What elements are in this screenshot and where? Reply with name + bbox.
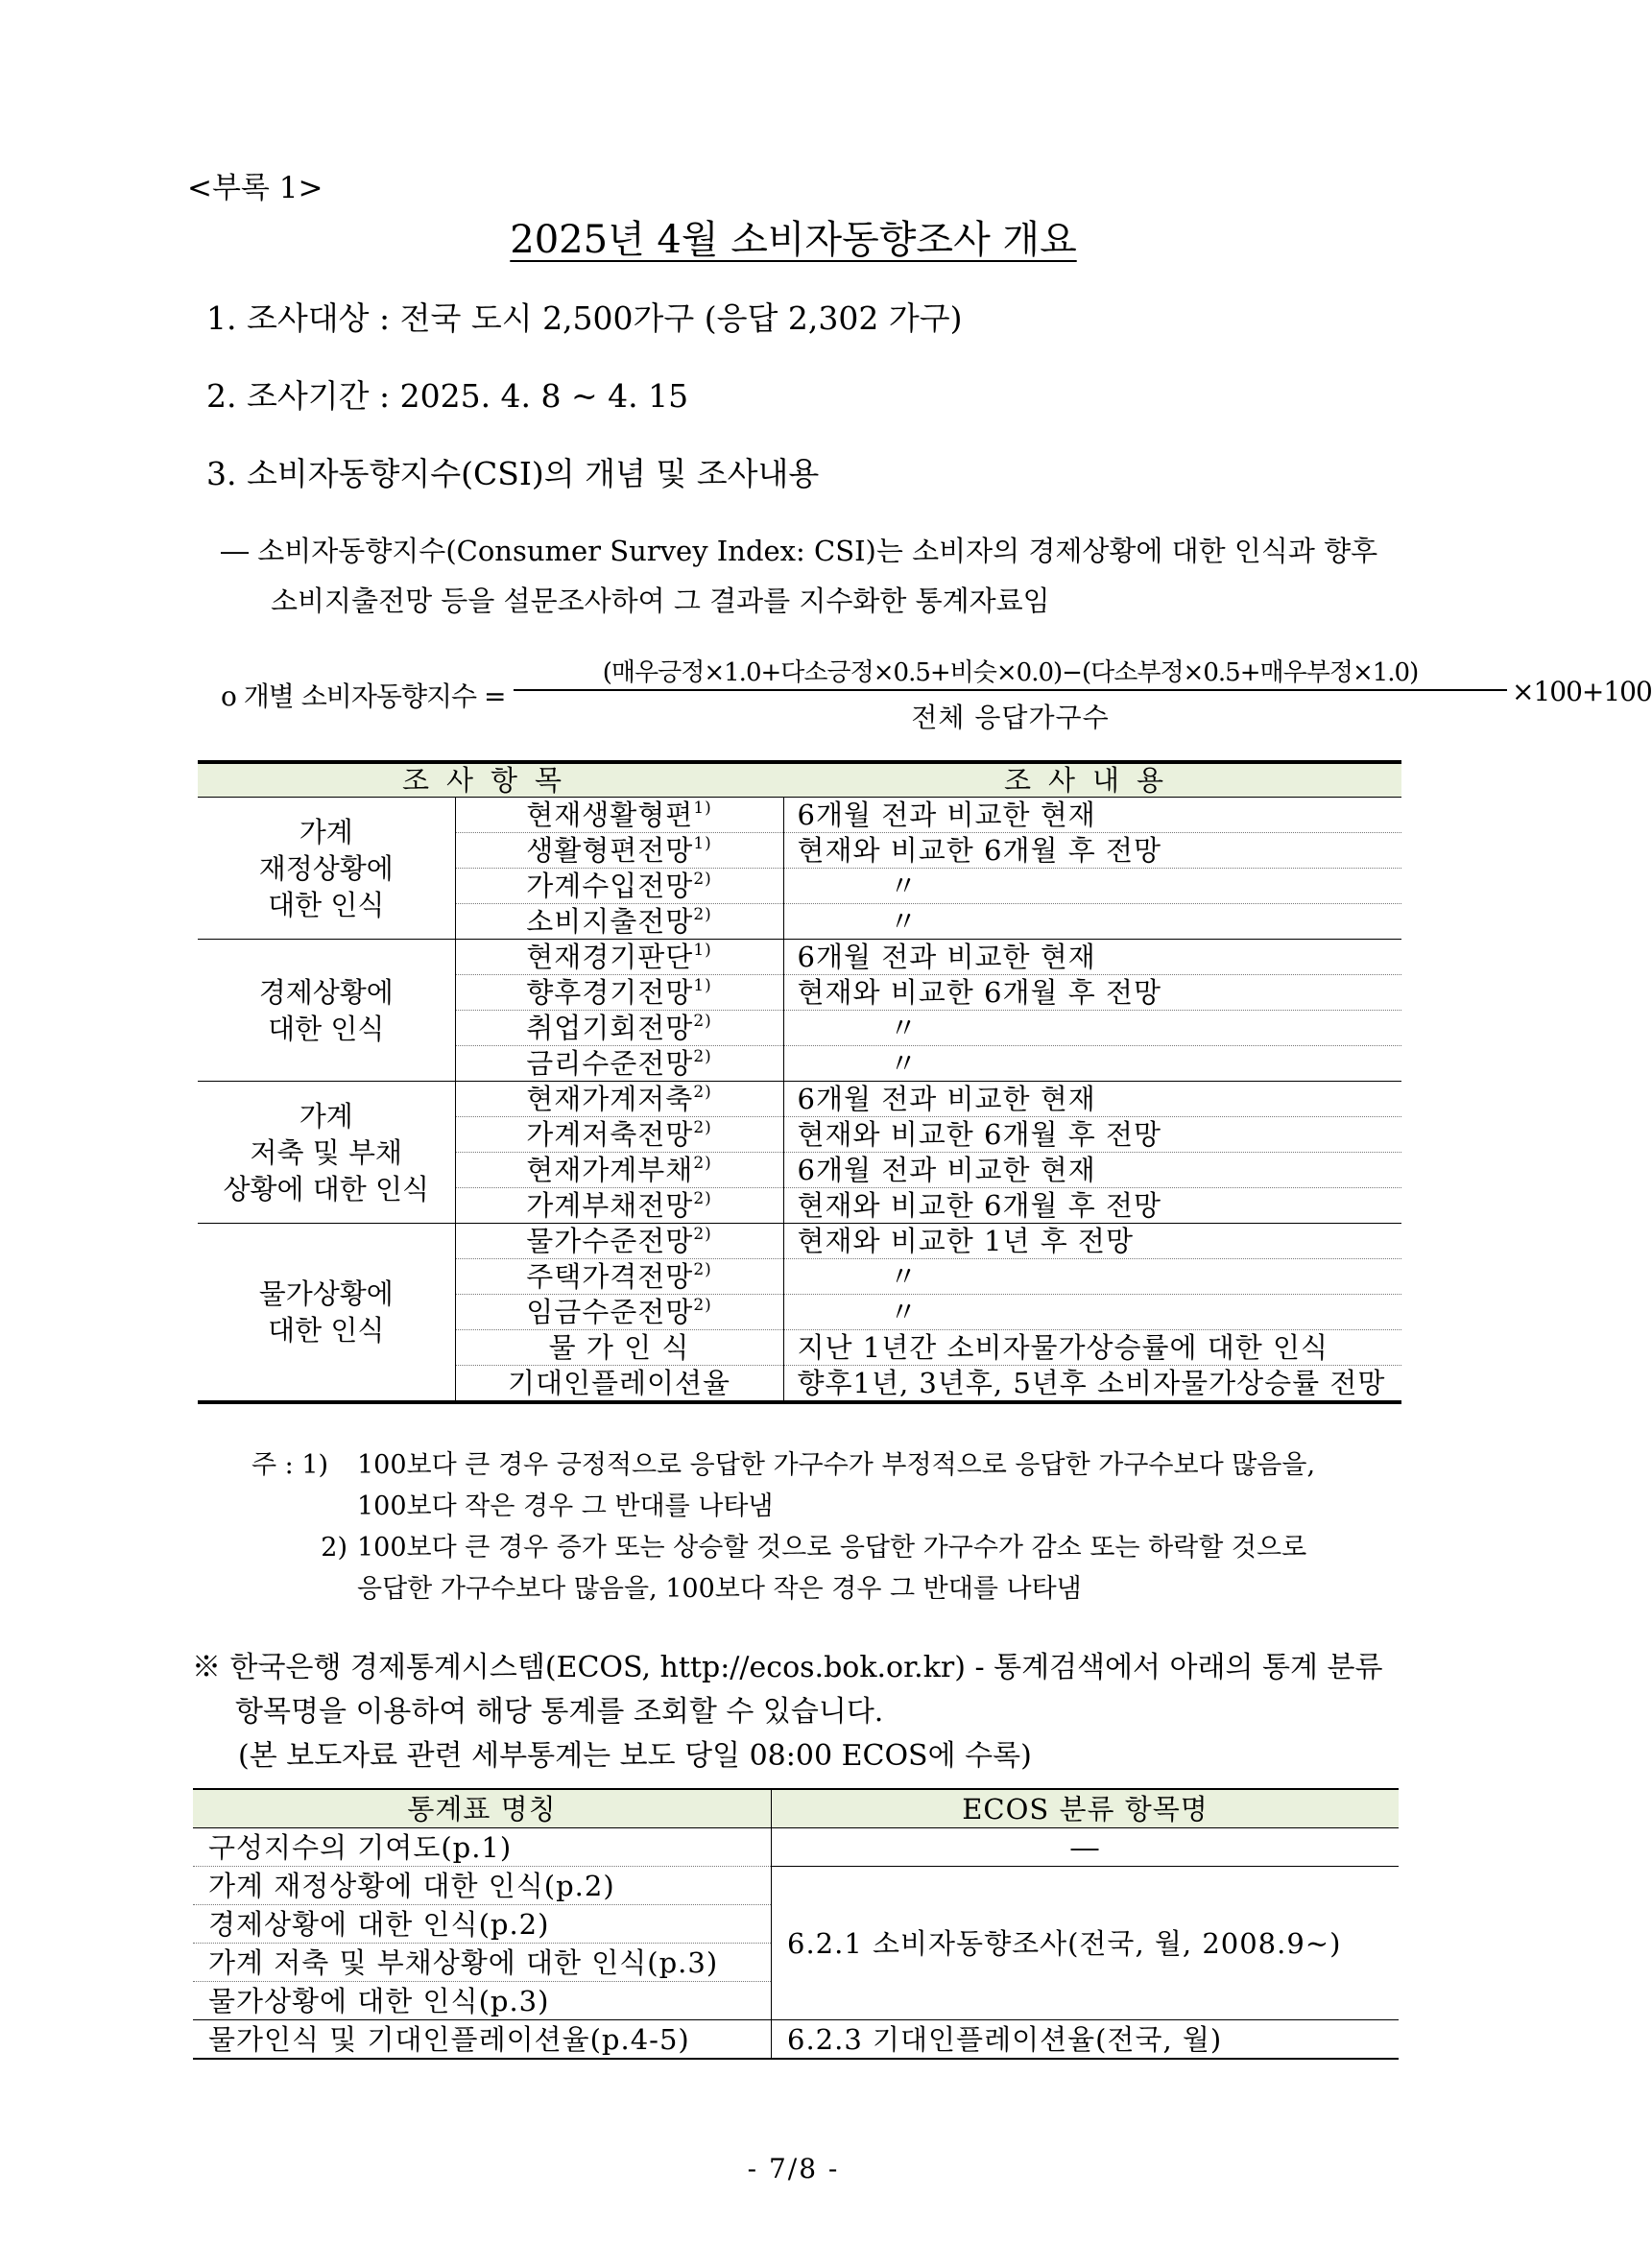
survey-content-cell: 〃 [783,1046,1401,1082]
survey-item-name: 현재가계부채 [526,1154,694,1186]
item-survey-target: 1. 조사대상 : 전국 도시 2,500가구 (응답 2,302 가구) [206,299,963,337]
survey-item-cell [455,1295,783,1330]
survey-item-cell [455,1259,783,1295]
survey-item-name: 물 가 인 식 [548,1331,690,1364]
ecos-name-cell: 6.2.3 기대인플레이션율(전국, 월) [772,2020,1400,2060]
header-survey-content: 조사내용 [783,762,1401,798]
footnote-ref: 2) [693,1083,712,1102]
footnote-ref: 2) [693,870,712,889]
page-number: - 7/8 - [747,2153,840,2184]
ecos-notice-line-3: (본 보도자료 관련 세부통계는 보도 당일 08:00 ECOS에 수록) [238,1739,1032,1773]
survey-content-cell: 현재와 비교한 1년 후 전망 [783,1224,1401,1259]
footnote-ref: 1) [693,941,712,960]
footnote-ref: 1) [693,834,712,853]
category-line: 재정상황에 [258,851,394,885]
category-cell [198,1224,455,1403]
table-header-row [198,762,1401,798]
footnote-2-prefix: 2) [321,1533,347,1563]
ecos-notice-line-2: 항목명을 이용하여 해당 통계를 조회할 수 있습니다. [235,1695,884,1729]
table-row [193,1828,1399,1867]
survey-item-cell [455,1330,783,1366]
survey-item-cell [455,1011,783,1046]
category-line: 대한 인식 [268,888,385,921]
category-line: 대한 인식 [268,1012,385,1045]
footnote-2-line-1: 100보다 큰 경우 증가 또는 상승할 것으로 응답한 가구수가 감소 또는 하락할 것으로 [357,1533,1307,1563]
footnote-ref: 1) [693,976,712,995]
survey-item-cell [455,869,783,904]
header-survey-item: 조사항목 [198,762,783,798]
survey-item-cell [455,1117,783,1153]
table-name-cell: 물가상황에 대한 인식(p.3) [193,1982,772,2020]
footnote-ref: 2) [693,1154,712,1173]
footnote-ref: 2) [693,1047,712,1066]
survey-item-name: 임금수준전망 [526,1296,694,1328]
survey-content-cell: 지난 1년간 소비자물가상승률에 대한 인식 [783,1330,1401,1366]
formula-numerator: (매우긍정×1.0+다소긍정×0.5+비슷×0.0)−(다소부정×0.5+매우부정×1.0) [602,658,1419,687]
survey-content-cell: 6개월 전과 비교한 현재 [783,940,1401,975]
survey-content-cell: 〃 [783,1259,1401,1295]
survey-content-cell: 6개월 전과 비교한 현재 [783,1153,1401,1188]
ecos-name-cell: 6.2.1 소비자동향조사(전국, 월, 2008.9~) [772,1867,1400,2020]
footnote-ref: 2) [693,1012,712,1031]
table-name-cell: 구성지수의 기여도(p.1) [193,1828,772,1867]
survey-table-body [198,798,1401,1403]
survey-content-cell: 현재와 비교한 6개월 후 전망 [783,1188,1401,1224]
survey-item-name: 소비지출전망 [526,905,694,938]
survey-item-name: 물가수준전망 [526,1225,694,1257]
fraction-bar [514,689,1507,691]
item-survey-period: 2. 조사기간 : 2025. 4. 8 ~ 4. 15 [206,377,689,415]
survey-item-name: 기대인플레이션율 [507,1367,731,1399]
survey-item-name: 주택가격전망 [526,1260,694,1293]
description-line-1: ― 소비자동향지수(Consumer Survey Index: CSI)는 소비자의 경제상황에 대한 인식과 향후 [221,535,1378,567]
ecos-table-header-row [193,1789,1399,1828]
survey-item-name: 현재경기판단 [526,941,694,973]
category-cell [198,1082,455,1224]
survey-item-cell [455,904,783,940]
header-table-name: 통계표 명칭 [193,1789,772,1828]
header-ecos-name: ECOS 분류 항목명 [772,1789,1400,1828]
table-row [198,940,1401,975]
table-row [193,1867,1399,1905]
category-line: 경제상황에 [258,975,394,1009]
survey-content-cell: 6개월 전과 비교한 현재 [783,798,1401,833]
survey-item-name: 현재생활형편 [526,799,694,831]
survey-content-cell: 현재와 비교한 6개월 후 전망 [783,1117,1401,1153]
footnote-1-line-1: 100보다 큰 경우 긍정적으로 응답한 가구수가 부정적으로 응답한 가구수보다 많음을, [357,1450,1316,1480]
table-row [193,2020,1399,2060]
survey-content-cell: 현재와 비교한 6개월 후 전망 [783,833,1401,869]
footnote-ref: 2) [693,1296,712,1315]
footnote-ref: 2) [693,905,712,924]
table-name-cell: 물가인식 및 기대인플레이션율(p.4-5) [193,2020,772,2060]
survey-item-name: 가계저축전망 [526,1118,694,1151]
category-line: 저축 및 부채 [250,1135,402,1169]
table-name-cell: 가계 재정상황에 대한 인식(p.2) [193,1867,772,1905]
category-line: 가계 [299,1099,353,1133]
table-name-cell: 경제상황에 대한 인식(p.2) [193,1905,772,1944]
survey-item-name: 금리수준전망 [526,1047,694,1080]
footnote-ref: 2) [693,1260,712,1279]
survey-content-cell: 6개월 전과 비교한 현재 [783,1082,1401,1117]
formula-tail: ×100+100 [1512,676,1652,707]
survey-item-name: 가계수입전망 [526,870,694,902]
category-line: 상황에 대한 인식 [223,1172,430,1205]
survey-item-cell [455,1224,783,1259]
table-name-cell: 가계 저축 및 부채상황에 대한 인식(p.3) [193,1944,772,1982]
category-line: 대한 인식 [268,1314,385,1347]
footnote-1-line-2: 100보다 작은 경우 그 반대를 나타냄 [357,1491,774,1521]
footnotes [251,1444,1413,1610]
survey-items-table [198,760,1401,1404]
survey-content-cell: 〃 [783,1011,1401,1046]
ecos-name-cell: ― [772,1828,1400,1867]
survey-item-cell [455,1046,783,1082]
survey-item-name: 취업기회전망 [526,1012,694,1044]
table-row [198,1224,1401,1259]
survey-item-name: 가계부채전망 [526,1189,694,1222]
survey-item-cell [455,1188,783,1224]
category-cell [198,940,455,1082]
table-row [198,1082,1401,1117]
footnote-ref: 2) [693,1118,712,1137]
footnote-ref: 2) [693,1225,712,1244]
ecos-mapping-table [193,1788,1399,2060]
survey-item-cell [455,798,783,833]
survey-item-cell [455,940,783,975]
survey-content-cell: 현재와 비교한 6개월 후 전망 [783,975,1401,1011]
appendix-label: <부록 1> [187,171,323,205]
footnote-2-line-2: 응답한 가구수보다 많음을, 100보다 작은 경우 그 반대를 나타냄 [357,1574,1082,1604]
footnote-2 [251,1527,1413,1568]
footnote-1 [251,1444,1413,1486]
survey-content-cell: 〃 [783,869,1401,904]
description-line-2: 소비지출전망 등을 설문조사하여 그 결과를 지수화한 통계자료임 [271,585,1050,617]
survey-item-cell [455,1153,783,1188]
survey-content-cell: 〃 [783,904,1401,940]
survey-item-cell [455,975,783,1011]
category-line: 물가상황에 [258,1277,394,1310]
formula-denominator: 전체 응답가구수 [911,702,1110,733]
survey-item-cell [455,833,783,869]
survey-item-cell [455,1082,783,1117]
survey-content-cell: 향후1년, 3년후, 5년후 소비자물가상승률 전망 [783,1366,1401,1403]
formula-label: o 개별 소비자동향지수 = [221,680,506,712]
footnote-prefix: 주 : 1) [251,1450,329,1480]
survey-item-cell [455,1366,783,1403]
survey-content-cell: 〃 [783,1295,1401,1330]
csi-description [221,526,1421,626]
category-line: 가계 [299,815,353,848]
footnote-ref: 2) [693,1189,712,1208]
table-row [198,798,1401,833]
title-text: 2025년 4월 소비자동향조사 개요 [510,218,1077,262]
ecos-notice [192,1646,1401,1778]
survey-item-name: 생활형편전망 [526,834,694,867]
document-title [0,209,1587,264]
footnote-ref: 1) [693,799,712,818]
survey-item-name: 현재가계저축 [526,1083,694,1115]
category-cell [198,798,455,940]
csi-formula [221,653,1652,739]
item-csi-concept: 3. 소비자동향지수(CSI)의 개념 및 조사내용 [206,455,820,492]
ecos-notice-line-1: ※ 한국은행 경제통계시스템(ECOS, http://ecos.bok.or.kr) - 통계검색에서 아래의 통계 분류 [192,1651,1383,1684]
survey-item-name: 향후경기전망 [526,976,694,1009]
